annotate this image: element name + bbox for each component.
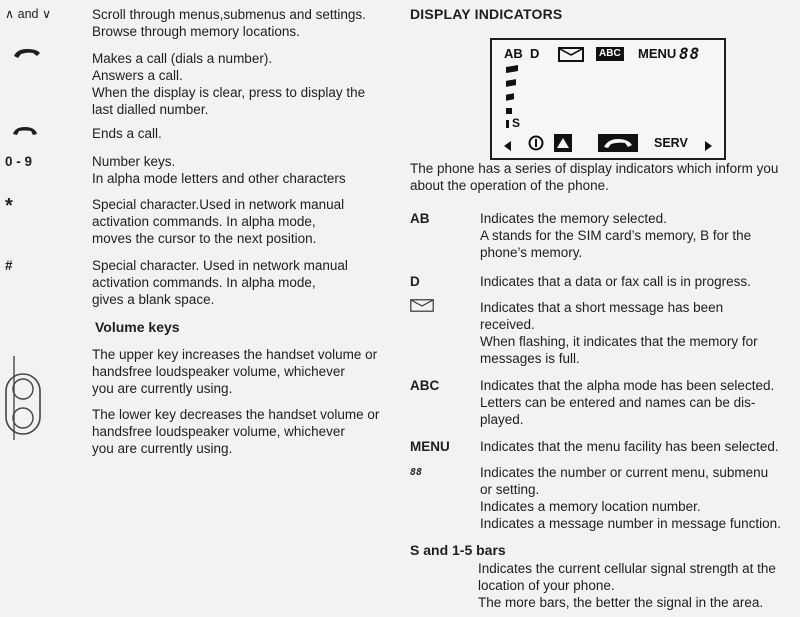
desc-line: you are currently using. <box>92 441 233 456</box>
desc-line: Indicates that the alpha mode has been selected. <box>480 378 775 393</box>
desc-line: messages is full. <box>480 351 580 366</box>
d-description <box>480 273 798 290</box>
phone-call-icon <box>12 47 42 66</box>
desc-line: Special character.Used in network manual <box>92 197 345 212</box>
desc-line: The lower key decreases the handset volume or <box>92 407 380 422</box>
signal-bar <box>506 79 516 87</box>
volume-keys-heading: Volume keys <box>95 319 180 335</box>
desc-line: handsfree loudspeaker volume, whichever <box>92 364 345 379</box>
menu-description <box>480 438 798 455</box>
desc-line: played. <box>480 412 524 427</box>
desc-line: Ends a call. <box>92 126 162 141</box>
d-key: D <box>410 274 420 289</box>
abc-description <box>480 377 798 428</box>
desc-line: you are currently using. <box>92 381 233 396</box>
desc-line: Indicates the memory selected. <box>480 211 667 226</box>
desc-line: Scroll through menus,submenus and settings. <box>92 7 366 22</box>
signal-heading: S and 1-5 bars <box>410 542 506 558</box>
desc-line: Number keys. <box>92 154 176 169</box>
desc-line: Indicates a message number in message function. <box>480 516 781 531</box>
desc-line: Indicates a memory location number. <box>480 499 701 514</box>
phone-end-icon <box>12 124 38 142</box>
desc-line: moves the cursor to the next position. <box>92 231 317 246</box>
desc-line: Makes a call (dials a number). <box>92 51 273 66</box>
desc-line: location of your phone. <box>478 578 615 593</box>
abc-key: ABC <box>410 378 440 393</box>
volume-upper-description <box>92 346 392 397</box>
lcd-abc-indicator: ABC <box>596 47 624 61</box>
desc-line: Browse through memory locations. <box>92 24 300 39</box>
lcd-info-icon <box>528 135 544 156</box>
desc-line: Special character. Used in network manual <box>92 258 348 273</box>
display-intro <box>410 160 798 194</box>
desc-line: Indicates the number or current menu, submenu <box>480 465 769 480</box>
desc-line: Indicates the current cellular signal strength at the <box>478 561 776 576</box>
desc-line: received. <box>480 317 535 332</box>
volume-lower-description <box>92 406 392 457</box>
call-key-description <box>92 50 392 118</box>
signal-bar <box>506 93 514 100</box>
desc-line: handsfree loudspeaker volume, whichever <box>92 424 345 439</box>
desc-line: A stands for the SIM card’s memory, B for the <box>480 228 752 243</box>
desc-line: activation commands. In alpha mode, <box>92 275 316 290</box>
lcd-ab-indicator: AB <box>504 46 523 61</box>
lcd-digits-indicator: 88 <box>679 44 701 63</box>
digits-description <box>480 464 798 532</box>
hash-key-label: # <box>5 258 13 273</box>
desc-line: Indicates that the menu facility has been selected. <box>480 439 779 454</box>
desc-line: Indicates that a short message has been <box>480 300 724 315</box>
digits-key: 88 <box>410 467 423 478</box>
volume-keys-icon <box>0 352 46 449</box>
ab-key: AB <box>410 211 430 226</box>
star-key-label: * <box>5 195 13 217</box>
number-keys-label: 0 - 9 <box>5 154 33 169</box>
end-key-description <box>92 125 392 142</box>
desc-line: In alpha mode letters and other characters <box>92 171 346 186</box>
hash-key-description <box>92 257 392 308</box>
desc-line: Letters can be entered and names can be dis- <box>480 395 756 410</box>
menu-key: MENU <box>410 439 450 454</box>
lcd-d-indicator: D <box>530 46 540 61</box>
desc-line: Indicates that a data or fax call is in progress. <box>480 274 751 289</box>
desc-line: Answers a call. <box>92 68 183 83</box>
number-keys-description <box>92 153 392 187</box>
signal-description <box>478 560 796 611</box>
lcd-envelope-icon <box>558 47 584 62</box>
desc-line: The upper key increases the handset volume or <box>92 347 378 362</box>
message-description <box>480 299 798 367</box>
signal-bar <box>506 65 518 73</box>
lcd-up-triangle-icon <box>554 134 572 157</box>
lcd-menu-indicator: MENU <box>638 46 677 61</box>
intro-line: about the operation of the phone. <box>410 178 609 193</box>
signal-bar <box>506 108 512 114</box>
envelope-icon <box>410 299 434 317</box>
lcd-right-arrow-icon <box>704 138 712 156</box>
lcd-left-arrow-icon <box>504 138 512 156</box>
desc-line: phone’s memory. <box>480 245 583 260</box>
display-indicators-heading: DISPLAY INDICATORS <box>410 6 563 22</box>
lcd-serv-indicator: SERV <box>654 136 688 150</box>
desc-line: or setting. <box>480 482 540 497</box>
lcd-s-indicator: S <box>512 116 521 130</box>
lcd-phone-icon <box>598 134 638 157</box>
arrow-keys-description <box>92 6 392 40</box>
signal-bar <box>506 120 509 128</box>
desc-line: When the display is clear, press to display the <box>92 85 366 100</box>
desc-line: When flashing, it indicates that the memory for <box>480 334 758 349</box>
desc-line: last dialled number. <box>92 102 209 117</box>
desc-line: gives a blank space. <box>92 292 215 307</box>
arrow-keys-label: ∧ and ∨ <box>5 7 52 21</box>
desc-line: The more bars, the better the signal in the area. <box>478 595 764 610</box>
lcd-display-illustration <box>490 38 726 160</box>
star-key-description <box>92 196 392 247</box>
desc-line: activation commands. In alpha mode, <box>92 214 316 229</box>
intro-line: The phone has a series of display indicators which inform you <box>410 161 779 176</box>
ab-description <box>480 210 798 261</box>
